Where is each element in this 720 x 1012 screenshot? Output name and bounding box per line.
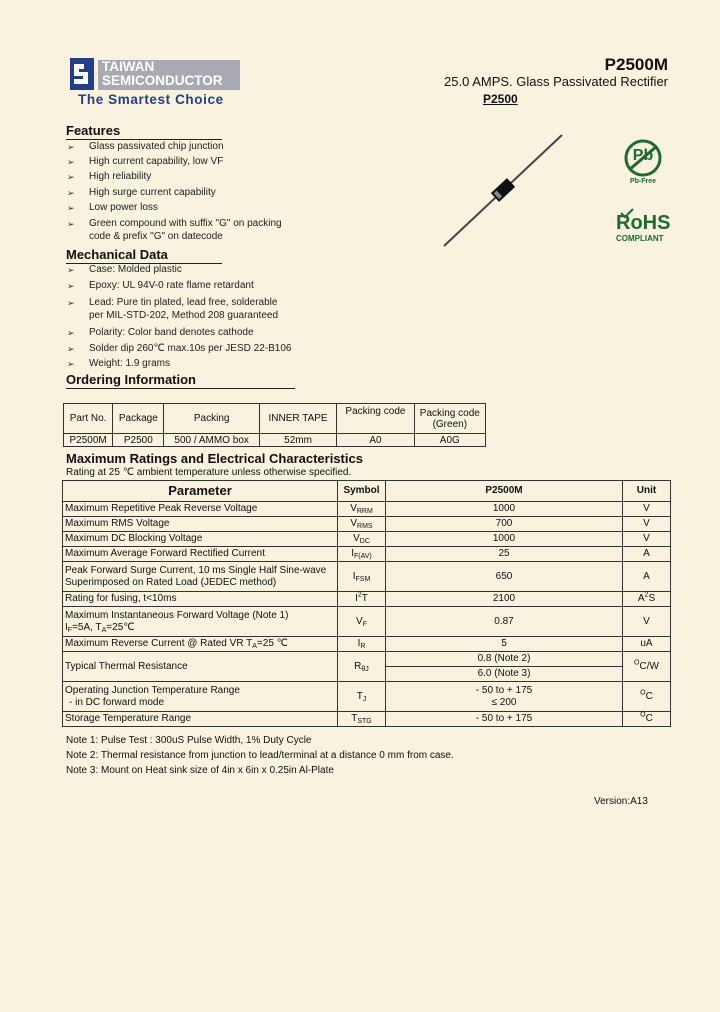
ordering-row [64,434,486,447]
row-unit: $^O$C/W [623,652,671,682]
row-value: 5 [386,637,623,652]
row-parameter: Maximum Reverse Current @ Rated VR $T_A=25$ ℃ [63,637,338,652]
ordering-header-cell: INNER TAPE [259,404,336,434]
row-unit: $^O$C [623,682,671,712]
row-symbol: $V_{DC}$ [338,532,386,547]
row-unit: $A^2S$ [623,592,671,607]
rohs-badge: RoHS COMPLIANT [612,208,672,244]
row-value: 1000 [386,502,623,517]
row-symbol: $I^2T$ [338,592,386,607]
row-parameter: Maximum DC Blocking Voltage [63,532,338,547]
ordering-header-cell: Package [113,404,164,434]
row-parameter: Peak Forward Surge Current, 10 ms Single Half Sine-wave Superimposed on Rated Load (JEDEC method) [63,562,338,592]
row-parameter: Operating Junction Temperature Range - in DC forward mode [63,682,338,712]
table-row [63,532,671,547]
ordering-table [63,403,486,447]
features-heading: Features [66,123,222,140]
header-unit: Unit [623,481,671,502]
ordering-header-row [64,404,486,434]
row-value: 6.0 (Note 3) [386,667,623,682]
ordering-cell: P2500M [64,434,113,447]
row-parameter: Maximum RMS Voltage [63,517,338,532]
table-row [63,592,671,607]
row-unit: V [623,532,671,547]
row-symbol: $V_F$ [338,607,386,637]
row-symbol: $T_J$ [338,682,386,712]
ratings-table [62,480,671,727]
logo-slogan: The Smartest Choice [78,92,224,107]
row-parameter: Maximum Repetitive Peak Reverse Voltage [63,502,338,517]
table-row [63,652,671,667]
row-value: 650 [386,562,623,592]
note-2: Note 2: Thermal resistance from junction to lead/terminal at a distance 0 mm from case. [66,750,454,761]
row-unit: A [623,562,671,592]
row-unit: $^O$C [623,712,671,727]
ratings-header-row [63,481,671,502]
row-value: - 50 to + 175 ≤ 200 [386,682,623,712]
ordering-cell: P2500 [113,434,164,447]
row-parameter: Maximum Average Forward Rectified Current [63,547,338,562]
row-symbol: $I_R$ [338,637,386,652]
table-row [63,712,671,727]
ordering-header-cell: Part No. [64,404,113,434]
header-parameter: Parameter [63,481,338,502]
ordering-cell: 500 / AMMO box [164,434,259,447]
product-description: 25.0 AMPS. Glass Passivated Rectifier [444,74,668,89]
row-unit: V [623,502,671,517]
row-unit: uA [623,637,671,652]
package-name: P2500 [483,92,518,106]
ratings-heading: Maximum Ratings and Electrical Characteristics [66,451,363,466]
row-value: 1000 [386,532,623,547]
row-symbol: $V_{RMS}$ [338,517,386,532]
row-parameter: Maximum Instantaneous Forward Voltage (Note 1) $I_F=5A$, $T_A=25℃$ [63,607,338,637]
ordering-cell: A0G [414,434,485,447]
table-row [63,517,671,532]
diode-drawing [440,130,570,250]
ordering-header-cell: Packing [164,404,259,434]
row-value: - 50 to + 175 [386,712,623,727]
row-value: 0.87 [386,607,623,637]
row-symbol: $I_{FSM}$ [338,562,386,592]
row-unit: A [623,547,671,562]
table-row [63,562,671,592]
row-unit: V [623,517,671,532]
ordering-header-cell: Packing code [337,404,414,434]
row-value: 0.8 (Note 2) [386,652,623,667]
row-value: 700 [386,517,623,532]
part-number-title: P2500M [604,55,668,74]
pb-free-badge: Pb Pb-Free [615,138,671,190]
logo-name: TAIWAN SEMICONDUCTOR [98,60,240,90]
row-parameter: Storage Temperature Range [63,712,338,727]
row-value: 25 [386,547,623,562]
header-symbol: Symbol [338,481,386,502]
row-symbol: $V_{RRM}$ [338,502,386,517]
row-symbol: $I_{F(AV)}$ [338,547,386,562]
version-label: Version:A13 [594,796,648,807]
table-row [63,607,671,637]
row-symbol: $R_{\theta J}$ [338,652,386,682]
row-unit: V [623,607,671,637]
note-1: Note 1: Pulse Test : 300uS Pulse Width, 1% Duty Cycle [66,735,312,746]
ordering-heading: Ordering Information [66,372,295,389]
mechanical-heading: Mechanical Data [66,247,222,264]
logo-mark-icon [70,58,94,90]
row-parameter: Typical Thermal Resistance [63,652,338,682]
ordering-header-cell: Packing code (Green) [414,404,485,434]
ratings-subtitle: Rating at 25 ℃ ambient temperature unless otherwise specified. [66,467,352,478]
table-row [63,502,671,517]
row-parameter: Rating for fusing, t<10ms [63,592,338,607]
table-row [63,637,671,652]
table-row [63,547,671,562]
table-row [63,682,671,712]
row-value: 2100 [386,592,623,607]
note-3: Note 3: Mount on Heat sink size of 4in x 6in x 0.25in Al-Plate [66,765,334,776]
ordering-cell: 52mm [259,434,336,447]
ordering-cell: A0 [337,434,414,447]
row-symbol: $T_{STG}$ [338,712,386,727]
company-logo [70,58,242,110]
header-value: P2500M [386,481,623,502]
